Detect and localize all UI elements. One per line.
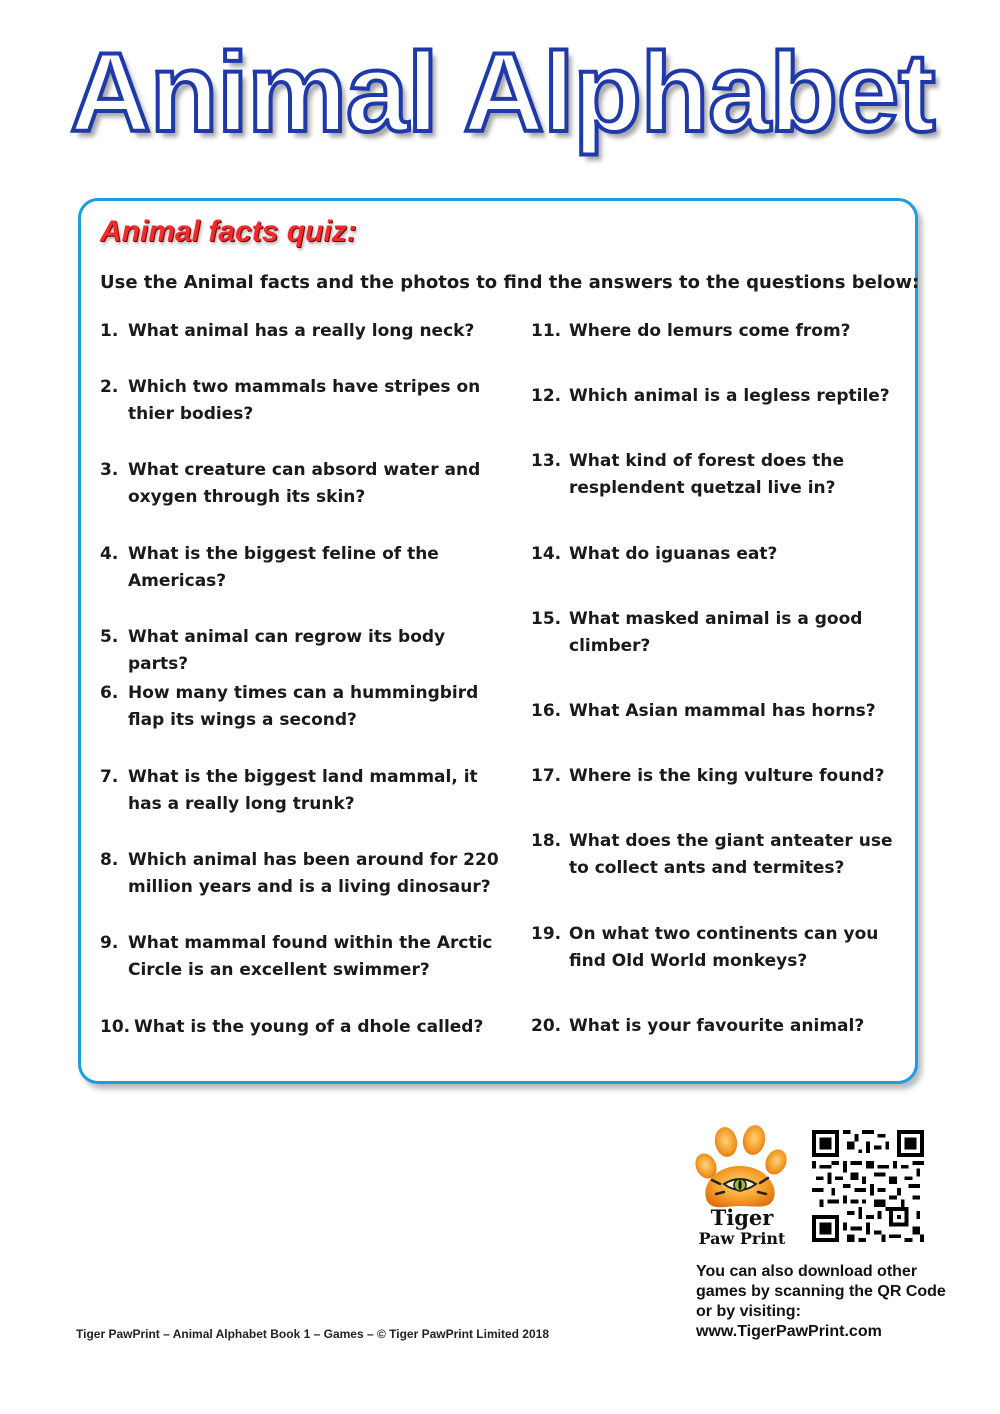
question-number: 6. <box>100 683 119 703</box>
question-number: 5. <box>100 627 119 647</box>
question-text: What kind of forest does the resplendent quetzal live in? <box>569 451 845 498</box>
question-2 <box>100 374 505 428</box>
question-7 <box>100 764 505 818</box>
question-number: 19. <box>531 924 562 944</box>
question-number: 3. <box>100 460 119 480</box>
question-number: 11. <box>531 321 562 341</box>
question-3 <box>100 457 505 511</box>
question-text: What is your favourite animal? <box>569 1016 865 1036</box>
question-number: 15. <box>531 609 562 629</box>
question-number: 16. <box>531 701 562 721</box>
qr-code-icon[interactable] <box>812 1130 924 1242</box>
download-text: You can also download other games by scanning the QR Code or by visiting: <box>696 1263 946 1320</box>
question-number: 12. <box>531 386 562 406</box>
footer-credit: Tiger PawPrint – Animal Alphabet Book 1 – Games – © Tiger PawPrint Limited 2018 <box>76 1327 549 1341</box>
question-number: 8. <box>100 850 119 870</box>
question-text: What animal has a really long neck? <box>128 321 475 341</box>
question-18 <box>531 828 906 882</box>
question-17 <box>531 763 906 790</box>
question-text: What does the giant anteater use to collect ants and termites? <box>569 831 893 878</box>
question-text: What masked animal is a good climber? <box>569 609 863 656</box>
logo-text-tiger: Tiger <box>710 1205 774 1230</box>
question-number: 2. <box>100 377 119 397</box>
question-number: 7. <box>100 767 119 787</box>
question-number: 9. <box>100 933 119 953</box>
question-10 <box>100 1014 505 1041</box>
question-number: 14. <box>531 544 562 564</box>
logo-text-paw-print: Paw Print <box>698 1229 786 1248</box>
question-13 <box>531 448 906 502</box>
question-16 <box>531 698 906 725</box>
question-4 <box>100 541 505 595</box>
question-text: Where do lemurs come from? <box>569 321 851 341</box>
question-text: What is the young of a dhole called? <box>134 1017 484 1037</box>
question-6 <box>100 680 505 734</box>
download-info <box>696 1262 946 1342</box>
question-text: What Asian mammal has horns? <box>569 701 876 721</box>
question-20 <box>531 1013 906 1040</box>
question-text: Where is the king vulture found? <box>569 766 885 786</box>
question-number: 18. <box>531 831 562 851</box>
question-text: What animal can regrow its body parts? <box>128 627 446 674</box>
question-number: 1. <box>100 321 119 341</box>
question-number: 10. <box>100 1017 131 1037</box>
question-text: On what two continents can you find Old World monkeys? <box>569 924 879 971</box>
question-number: 13. <box>531 451 562 471</box>
question-8 <box>100 847 505 901</box>
question-text: Which two mammals have stripes on thier bodies? <box>128 377 481 424</box>
question-11 <box>531 318 906 345</box>
question-text: Which animal has been around for 220 million years and is a living dinosaur? <box>128 850 499 897</box>
question-15 <box>531 606 906 660</box>
question-number: 17. <box>531 766 562 786</box>
question-9 <box>100 930 505 984</box>
question-text: What creature can absord water and oxygen through its skin? <box>128 460 481 507</box>
question-12 <box>531 383 906 410</box>
question-5 <box>100 624 505 678</box>
question-1 <box>100 318 505 345</box>
question-number: 4. <box>100 544 119 564</box>
question-text: How many times can a hummingbird flap its wings a second? <box>128 683 479 730</box>
question-number: 20. <box>531 1016 562 1036</box>
page-title: Animal Alphabet <box>70 30 935 155</box>
question-19 <box>531 921 906 975</box>
quiz-instructions: Use the Animal facts and the photos to find the answers to the questions below: <box>100 272 920 293</box>
question-text: What do iguanas eat? <box>569 544 778 564</box>
website-link[interactable]: www.TigerPawPrint.com <box>696 1323 882 1340</box>
question-text: What mammal found within the Arctic Circle is an excellent swimmer? <box>128 933 493 980</box>
question-14 <box>531 541 906 568</box>
quiz-heading: Animal facts quiz: <box>100 215 357 248</box>
question-text: What is the biggest land mammal, it has a really long trunk? <box>128 767 478 814</box>
question-text: What is the biggest feline of the Americas? <box>128 544 439 591</box>
question-text: Which animal is a legless reptile? <box>569 386 890 406</box>
